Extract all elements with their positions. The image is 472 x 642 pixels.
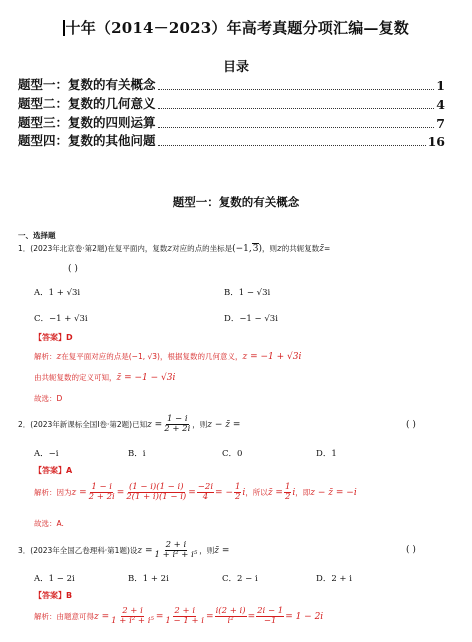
toc-item-3[interactable] [18,115,445,131]
toc-leader-dots [158,108,435,109]
question-1-stem: 1．(2023年北京卷·第2题)在复平面内，复数z对应的点的坐标是(−1,3)，则z的共轭复数z̄= [18,244,331,254]
toc-item-4[interactable] [18,133,445,149]
text-cursor [63,20,65,36]
question-1-option-a[interactable]: A．1 + √3i [34,288,81,298]
question-1-explanation-1: 解析：z在复平面对应的点是(−1, √3)，根据复数的几何意义，z = −1 + √3i [34,352,302,362]
question-3-option-d[interactable]: D．2 + i [316,574,352,584]
question-2-answer-blank: ( ) [406,420,416,430]
question-1-option-b[interactable]: B．1 − √3i [224,288,271,298]
question-2-option-a[interactable]: A．−i [34,449,59,459]
fraction: $\frac{2 + i}{1 - 1 + i}$ [165,606,205,626]
toc-item-label: 题型四：复数的其他问题 [18,133,156,148]
question-2-option-c[interactable]: C．0 [222,449,243,459]
question-1-option-c[interactable]: C．−1 + √3i [34,314,88,324]
question-2-stem: 2．(2023年新课标全国Ⅰ卷·第2题)已知z = $\frac{1 - i}{2 + 2i}$ ，则z − z̄ = [18,414,241,434]
fraction: $\frac{1}{2}$ [235,482,241,502]
section-title: 题型一：复数的有关概念 [172,195,300,209]
toc-item-label: 题型三：复数的四则运算 [18,115,156,130]
toc-page-number: 4 [436,97,445,112]
toc-item-label: 题型二：复数的几何意义 [18,96,156,111]
question-3-answer-blank: ( ) [406,545,416,555]
toc-page-number: 7 [436,116,445,131]
document-title: 十年（2014－2023）年高考真题分项汇编—复数 [0,17,472,38]
question-3-answer: 【答案】B [34,591,73,600]
question-2-option-d[interactable]: D．1 [316,449,337,459]
question-3-option-a[interactable]: A．1 − 2i [34,574,75,584]
question-3-stem: 3．(2023年全国乙卷理科·第1题)设z = $\frac{2 + i}{\text{1 + i² + i⁵}}$ ，则z̄ = [18,540,230,560]
question-1-answer: 【答案】D [34,333,73,342]
fraction: $\frac{2 + i}{\text{1 + i² + i⁵}}$ [111,606,154,626]
fraction: $\frac{i(2 + i)}{\text{i²}}$ [215,606,246,626]
question-2-answer: 【答案】A [34,466,73,475]
toc-page-number: 16 [427,134,445,149]
question-1-explanation-2: 由共轭复数的定义可知，z̄ = −1 − √3i [34,373,176,383]
question-2-option-b[interactable]: B．i [128,449,146,459]
toc-leader-dots [158,89,435,90]
toc-leader-dots [158,145,426,146]
toc-leader-dots [158,127,435,128]
part-label: 一、选择题 [18,231,56,240]
question-3-option-c[interactable]: C．2 − i [222,574,258,584]
question-2-explanation-1: 解析：因为z = $\frac{1 - i}{2 + 2i}$ = $\frac{(1 - i)(1 - i)}{2(1 + i)(1 - i)}$ = $\frac{-2i}{4}$ = − $\frac{1}{2}$ i，所以z̄ = $\frac{1}{2}$ i，即z − z̄ = −i [34,482,357,502]
toc-heading: 目录 [222,60,249,75]
fraction: $\frac{-2i}{4}$ [197,482,214,502]
fraction: $\frac{1 - i}{2 + 2i}$ [88,482,115,502]
toc-item-1[interactable] [18,77,445,93]
toc-item-2[interactable] [18,96,445,112]
question-3-explanation-1: 解析：由题意可得z = $\frac{2 + i}{\text{1 + i² + i⁵}}$ = $\frac{2 + i}{1 - 1 + i}$ = $\frac{i(2 + i)}{\text{i²}}$ = $\frac{2i - 1}{-1}$ = 1 − 2i [34,606,324,626]
toc-item-label: 题型一：复数的有关概念 [18,77,156,92]
question-1-answer-blank: ( ) [68,264,78,274]
fraction: $\frac{1 - i}{2 + 2i}$ [164,414,191,434]
fraction: $\frac{1}{2}$ [284,482,291,502]
fraction: $\frac{2 + i}{\text{1 + i² + i⁵}}$ [154,540,198,560]
fraction: $\frac{(1 - i)(1 - i)}{2(1 + i)(1 - i)}$ [126,482,187,502]
question-2-explanation-2: 故选：A. [34,519,64,528]
toc-page-number: 1 [436,78,445,93]
fraction: $\frac{2i - 1}{-1}$ [257,606,284,626]
question-1-explanation-3: 故选：D [34,394,63,403]
question-1-option-d[interactable]: D．−1 − √3i [224,314,278,324]
question-3-option-b[interactable]: B．1 + 2i [128,574,169,584]
